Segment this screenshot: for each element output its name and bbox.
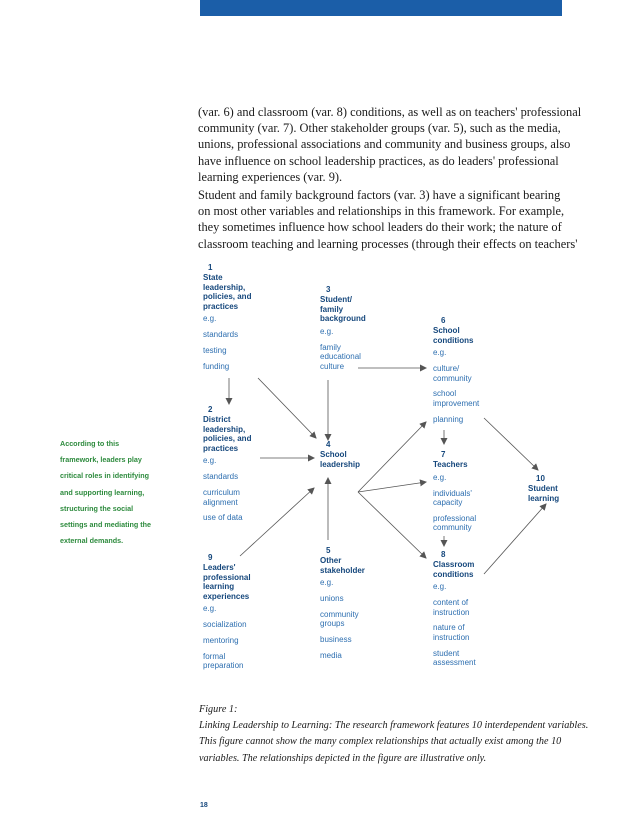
example-item: socialization <box>203 620 247 630</box>
variable-title: practices <box>203 443 239 453</box>
variable-title: policies, and <box>203 292 252 302</box>
example-label: e.g. <box>203 456 217 466</box>
example-item: capacity <box>433 498 463 508</box>
example-item: unions <box>320 594 344 604</box>
variable-box-leaders-learning <box>203 553 251 671</box>
variable-number: 1 <box>208 263 213 272</box>
variable-title: School <box>320 450 347 459</box>
text-line: have influence on school leadership practices, as do leaders' professional <box>198 153 559 168</box>
example-item: mentoring <box>203 635 239 645</box>
arrow-school-leadership-to-classroom <box>358 492 426 558</box>
variable-box-school-leadership <box>320 440 360 469</box>
example-item: testing <box>203 345 227 355</box>
example-item: educational <box>320 352 361 362</box>
variable-title: learning <box>528 493 560 503</box>
variable-title: professional <box>203 572 251 582</box>
example-label: e.g. <box>320 326 334 336</box>
variable-title: stakeholder <box>320 565 365 575</box>
text-line: community (var. 7). Other stakeholder groups (var. 5), such as the media, <box>198 121 561 136</box>
variable-number: 10 <box>536 474 545 483</box>
example-item: standards <box>203 330 239 340</box>
example-item: student <box>433 648 460 658</box>
variable-box-teachers <box>433 450 476 533</box>
example-item: planning <box>433 414 464 424</box>
text-line: they sometimes influence how school leaders do their work; the nature of <box>198 220 562 235</box>
variable-title: leadership <box>320 459 361 469</box>
variable-title: School <box>433 326 460 335</box>
variable-box-student-learning <box>528 474 559 503</box>
example-item: nature of <box>433 623 465 633</box>
sidebar-line: and supporting learning, <box>60 487 145 497</box>
variable-title: leadership, <box>203 282 246 292</box>
variable-title: Student/ <box>320 295 352 304</box>
example-item: professional <box>433 513 477 523</box>
variable-title: leadership, <box>203 424 246 434</box>
example-label: e.g. <box>320 578 334 588</box>
variable-number: 7 <box>441 450 446 459</box>
variable-number: 6 <box>441 316 446 325</box>
variable-box-state-leadership <box>203 263 251 371</box>
caption-label: Figure 1: <box>199 704 238 715</box>
example-item: instruction <box>433 632 470 642</box>
variable-title: policies, and <box>203 434 252 444</box>
figure-caption <box>199 702 589 767</box>
text-line: unions, professional associations and community and business groups, also <box>198 137 571 152</box>
example-item: community <box>433 523 472 533</box>
caption-line: This figure cannot show the many complex relationships that actually exist among the 10 <box>199 736 562 748</box>
arrow-classroom-to-student-learning <box>484 504 546 574</box>
caption-line: Linking Leadership to Learning: The research framework features 10 interdependent variables. <box>199 720 589 732</box>
example-item: community <box>433 373 472 383</box>
variable-title: conditions <box>433 335 474 345</box>
variable-box-school-conditions <box>433 316 479 424</box>
sidebar-line: settings and mediating the <box>60 520 152 530</box>
example-item: culture/ <box>433 364 460 374</box>
variable-title: conditions <box>433 569 474 579</box>
variable-box-classroom-conditions <box>433 550 476 668</box>
variable-title: Other <box>320 556 342 565</box>
example-item: groups <box>320 619 345 629</box>
variable-box-other-stakeholder <box>320 546 365 660</box>
variable-title: family <box>320 304 344 314</box>
example-item: curriculum <box>203 487 240 497</box>
example-item: culture <box>320 361 345 371</box>
example-item: content of <box>433 598 469 608</box>
example-item: funding <box>203 361 230 371</box>
example-item: preparation <box>203 661 244 671</box>
variable-title: Classroom <box>433 560 475 569</box>
variable-box-student-background <box>320 285 366 372</box>
example-item: alignment <box>203 497 238 507</box>
arrow-school-leadership-to-school-conditions <box>358 422 426 492</box>
variable-number: 5 <box>326 546 331 555</box>
sidebar-line: critical roles in identifying <box>60 471 150 481</box>
variable-number: 9 <box>208 553 213 562</box>
example-item: school <box>433 389 457 399</box>
arrow-state-to-school-leadership <box>258 378 316 438</box>
example-label: e.g. <box>203 314 217 324</box>
variable-title: practices <box>203 301 239 311</box>
variable-title: background <box>320 314 366 324</box>
page-number: 18 <box>200 802 208 809</box>
variable-box-district-leadership <box>203 405 251 523</box>
example-item: use of data <box>203 513 243 523</box>
example-item: business <box>320 634 352 644</box>
text-line: classroom teaching and learning processes (through their effects on teachers' <box>198 236 578 251</box>
variable-title: Leaders' <box>203 563 236 572</box>
variable-number: 2 <box>208 405 213 414</box>
example-item: individuals' <box>433 488 472 498</box>
example-item: standards <box>203 472 239 482</box>
example-label: e.g. <box>433 348 447 358</box>
text-line: (var. 6) and classroom (var. 8) conditions, as well as on teachers' professional <box>198 105 582 119</box>
sidebar-line: external demands. <box>60 536 124 546</box>
variable-title: Student <box>528 484 558 493</box>
example-item: assessment <box>433 658 476 668</box>
example-item: family <box>320 342 341 352</box>
caption-line: variables. The relationships depicted in the figure are illustrative only. <box>199 752 487 764</box>
variable-number: 4 <box>326 440 331 449</box>
example-label: e.g. <box>433 472 447 482</box>
sidebar-line: framework, leaders play <box>60 455 142 465</box>
example-item: improvement <box>433 398 480 408</box>
variable-title: District <box>203 415 231 424</box>
variable-number: 8 <box>441 550 446 559</box>
example-label: e.g. <box>203 604 217 614</box>
sidebar-line: According to this <box>60 439 120 448</box>
arrow-school-leadership-to-teachers <box>358 482 426 492</box>
arrow-school-conditions-to-student-learning <box>484 418 538 470</box>
example-item: formal <box>203 651 226 661</box>
example-item: instruction <box>433 607 470 617</box>
text-line: on most other variables and relationships in this framework. For example, <box>198 204 565 219</box>
variable-number: 3 <box>326 285 331 294</box>
example-label: e.g. <box>433 582 447 592</box>
example-item: community <box>320 609 359 619</box>
text-line: learning experiences (var. 9). <box>198 169 343 184</box>
variable-title: learning <box>203 582 235 592</box>
text-line: Student and family background factors (var. 3) have a significant bearing <box>198 188 561 202</box>
example-item: media <box>320 650 342 660</box>
sidebar-line: structuring the social <box>60 503 134 513</box>
variable-title: Teachers <box>433 460 468 469</box>
variable-title: experiences <box>203 591 250 601</box>
variable-title: State <box>203 273 223 282</box>
